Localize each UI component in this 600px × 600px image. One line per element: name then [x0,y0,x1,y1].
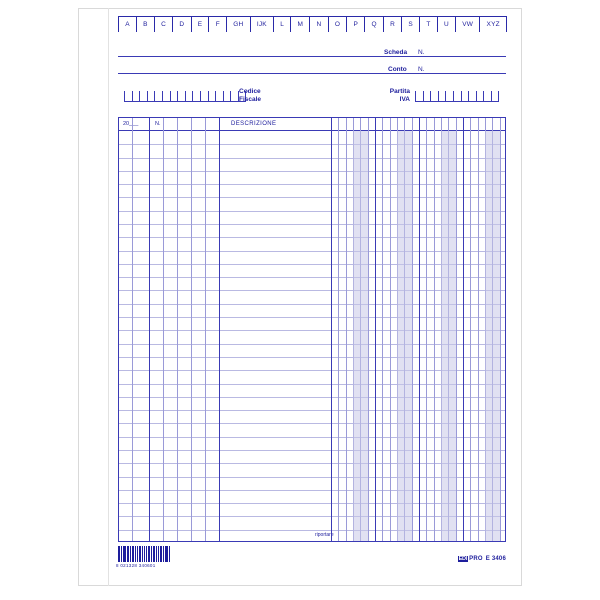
barcode-bar [119,546,120,562]
comb-box[interactable] [483,91,491,102]
amount-column-rule [500,118,501,542]
alphabet-tab[interactable]: GH [226,16,251,32]
amount-shaded-band [353,131,368,542]
barcode-bar [161,546,162,562]
comb-box[interactable] [200,91,208,102]
comb-box[interactable] [415,91,423,102]
product-code: E 3406 [485,556,506,562]
binding-margin-line [108,8,109,586]
alphabet-tab[interactable]: C [154,16,173,32]
alphabet-tab[interactable]: Q [364,16,384,32]
comb-box[interactable] [147,91,155,102]
amount-column-rule [412,118,413,542]
barcode-bar [135,546,136,562]
scheda-number-label: N. [418,49,425,56]
comb-box[interactable] [162,91,170,102]
conto-label: Conto [388,66,407,73]
description-column-rule [331,118,332,542]
comb-box[interactable] [154,91,162,102]
alphabet-tab[interactable]: N [309,16,328,32]
amount-column-rule [434,118,435,542]
alphabet-tab[interactable]: L [273,16,291,32]
alphabet-tab[interactable]: O [328,16,348,32]
partita-iva-label-line1: Partita [389,88,410,95]
ledger-column-rule [191,118,192,542]
amount-group-rule [375,118,376,542]
comb-box[interactable] [445,91,453,102]
comb-box[interactable] [185,91,193,102]
alphabet-tab[interactable]: XYZ [479,16,507,32]
comb-box[interactable] [177,91,185,102]
comb-box[interactable] [192,91,200,102]
amount-shaded-band [485,131,500,542]
column-header-year: 20___ [123,121,139,127]
amount-column-rule [338,118,339,542]
amount-group-rule [463,118,464,542]
brand-name: PRO [469,556,483,562]
comb-box[interactable] [438,91,446,102]
publisher-brand [458,556,506,562]
amount-column-rule [456,118,457,542]
amount-shaded-band [397,131,412,542]
brand-mark: EDI [458,556,468,562]
barcode-bar [153,546,154,562]
partita-iva-label-line2: IVA [399,95,410,103]
amount-column-rule [478,118,479,542]
amount-group-rule [419,118,420,542]
header-rule-2 [118,73,506,74]
comb-box[interactable] [453,91,461,102]
amount-shaded-band [441,131,456,542]
amount-column-rule [368,118,369,542]
alphabet-tab[interactable]: A [118,16,137,32]
comb-box[interactable] [430,91,438,102]
barcode-number: 8 021328 340601 [116,563,156,568]
alphabet-tab[interactable]: P [346,16,365,32]
comb-box[interactable] [461,91,469,102]
comb-box[interactable] [468,91,476,102]
column-header-number: N. [155,121,161,127]
barcode [118,546,170,562]
barcode-bar [156,546,157,562]
alphabet-tab[interactable]: T [419,16,438,32]
ledger-column-rule [177,118,178,542]
comb-box[interactable] [223,91,231,102]
ledger-column-rule [205,118,206,542]
codice-fiscale-label-line1: Codice [239,88,261,95]
ledger-column-rule [149,118,150,542]
amount-column-rule [426,118,427,542]
ledger-grid [118,117,506,542]
comb-box[interactable] [170,91,178,102]
comb-box[interactable] [124,91,132,102]
scheda-label: Scheda [384,49,408,56]
header-rule-1 [118,56,506,57]
alphabet-tab[interactable]: IJK [250,16,274,32]
alphabet-tab[interactable]: B [136,16,155,32]
header-fields-area [118,42,506,86]
comb-box[interactable] [139,91,147,102]
comb-box[interactable] [132,91,140,102]
codice-fiscale-label [239,88,261,103]
alphabet-tab[interactable]: R [383,16,402,32]
carry-forward-label: riportare [315,532,334,538]
amount-column-rule [390,118,391,542]
column-header-description: DESCRIZIONE [231,121,277,127]
codice-fiscale-boxes[interactable] [124,91,246,102]
amount-column-rule [382,118,383,542]
alphabet-tab[interactable]: U [437,16,456,32]
ledger-column-rule [219,118,220,542]
barcode-bar [124,546,125,562]
alphabet-tab[interactable]: F [208,16,227,32]
alphabet-tab[interactable]: S [401,16,420,32]
amount-column-rule [346,118,347,542]
barcode-bar [144,546,145,562]
comb-box[interactable] [230,91,238,102]
barcode-bar [140,546,141,562]
comb-box[interactable] [476,91,484,102]
comb-box[interactable] [491,91,499,102]
alphabet-tab-strip [118,16,506,32]
partita-iva-boxes[interactable] [415,91,499,102]
ledger-column-rule [163,118,164,542]
barcode-bar [166,546,167,562]
comb-box[interactable] [208,91,216,102]
amount-column-rule [470,118,471,542]
barcode-bar [149,546,150,562]
alphabet-tab[interactable]: M [290,16,310,32]
codice-fiscale-label-line2: Fiscale [239,95,262,103]
alphabet-tab[interactable]: D [172,16,191,32]
alphabet-tab[interactable]: E [191,16,210,32]
partita-iva-label [372,88,410,103]
conto-number-label: N. [418,66,425,73]
alphabet-tab[interactable]: VW [455,16,480,32]
comb-box[interactable] [215,91,223,102]
ledger-column-rule [132,118,133,542]
comb-box[interactable] [423,91,431,102]
barcode-bar [128,546,129,562]
barcode-bar [133,546,134,562]
